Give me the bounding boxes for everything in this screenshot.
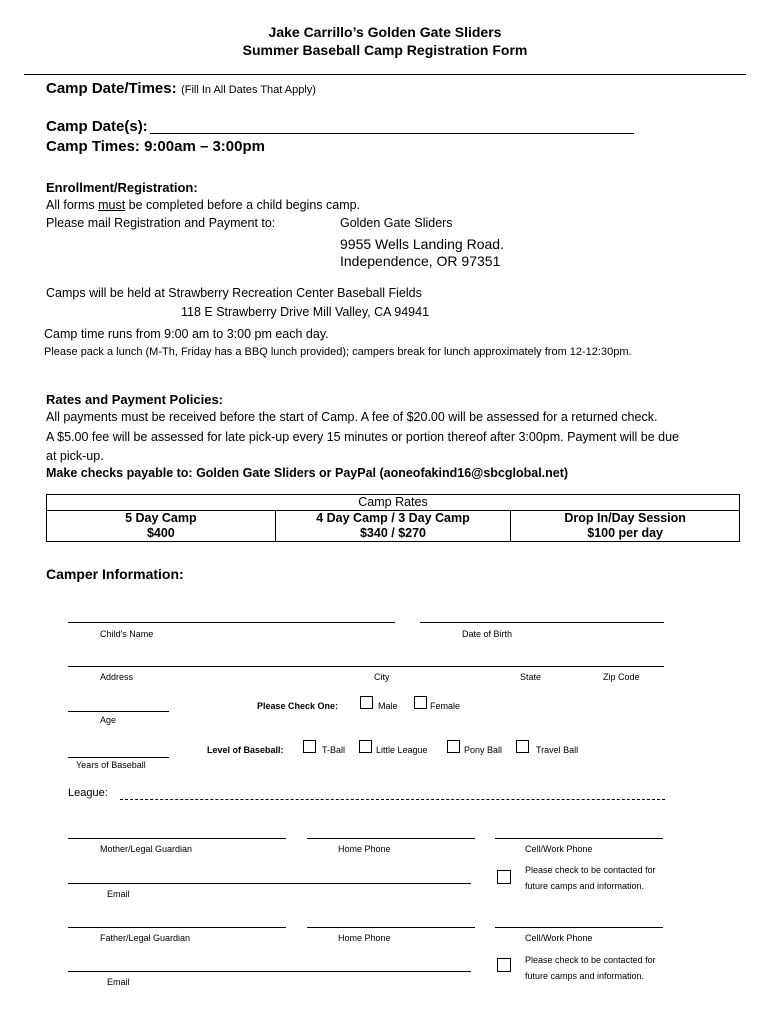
form-subtitle: Summer Baseball Camp Registration Form bbox=[242, 42, 528, 58]
rate-name: Drop In/Day Session bbox=[564, 511, 686, 525]
rates-policy-2-cont: at pick-up. bbox=[46, 449, 104, 463]
mother-name-field[interactable] bbox=[68, 838, 286, 839]
dob-label: Date of Birth bbox=[462, 629, 513, 639]
little-league-label: Little League bbox=[376, 745, 428, 755]
father-label: Father/Legal Guardian bbox=[100, 933, 191, 943]
camp-datetime-label: Camp Date/Times: bbox=[46, 80, 177, 97]
camper-info-heading: Camper Information: bbox=[46, 566, 184, 582]
rate-price: $400 bbox=[146, 526, 175, 540]
childs-name-field[interactable] bbox=[68, 622, 395, 623]
pony-ball-label: Pony Ball bbox=[464, 745, 503, 755]
lunch-note: Please pack a lunch (M-Th, Friday has a BBQ lunch provided); campers break for lunch approximately from 12-12:30pm. bbox=[44, 346, 632, 358]
camp-time-runs: Camp time runs from 9:00 am to 3:00 pm each day. bbox=[44, 327, 329, 341]
father-contact-line1: Please check to be contacted for bbox=[525, 955, 656, 965]
mother-home-phone-label: Home Phone bbox=[338, 844, 391, 854]
rate-price: $100 per day bbox=[587, 526, 664, 540]
rate-cell-4day bbox=[275, 511, 511, 542]
mother-contact-line2: future camps and information. bbox=[525, 881, 645, 891]
forms-note-pre: All forms bbox=[46, 198, 99, 212]
mother-contact-line1: Please check to be contacted for bbox=[525, 865, 656, 875]
travel-ball-checkbox[interactable] bbox=[516, 740, 529, 753]
mother-home-phone-field[interactable] bbox=[307, 838, 475, 839]
father-home-phone-label: Home Phone bbox=[338, 933, 391, 943]
mother-email-label: Email bbox=[107, 889, 130, 899]
father-home-phone-field[interactable] bbox=[307, 927, 475, 928]
female-checkbox[interactable] bbox=[414, 696, 427, 709]
father-contact-line2: future camps and information. bbox=[525, 971, 645, 981]
age-label: Age bbox=[100, 715, 117, 725]
league-field[interactable] bbox=[120, 799, 665, 800]
camp-rates-table bbox=[46, 494, 740, 542]
years-field[interactable] bbox=[68, 757, 169, 758]
camp-location: Camps will be held at Strawberry Recreation Center Baseball Fields bbox=[46, 286, 422, 300]
little-league-checkbox[interactable] bbox=[359, 740, 372, 753]
female-label: Female bbox=[430, 701, 461, 711]
tball-label: T-Ball bbox=[322, 745, 346, 755]
age-field[interactable] bbox=[68, 711, 169, 712]
form-title: Jake Carrillo’s Golden Gate Sliders bbox=[268, 24, 502, 40]
mother-cell-phone-field[interactable] bbox=[495, 838, 663, 839]
male-checkbox[interactable] bbox=[360, 696, 373, 709]
camp-dates-field[interactable] bbox=[150, 133, 634, 134]
mail-name: Golden Gate Sliders bbox=[340, 216, 453, 230]
address-label: Address bbox=[100, 672, 134, 682]
checks-payable: Make checks payable to: Golden Gate Sliders or PayPal (aoneofakind16@sbcglobal.net) bbox=[46, 466, 569, 480]
camp-times: Camp Times: 9:00am – 3:00pm bbox=[46, 138, 265, 155]
rates-policy-2: A $5.00 fee will be assessed for late pick-up every 15 minutes or portion thereof after 3:00pm. Payment will be due bbox=[46, 430, 679, 444]
camp-datetime-note: (Fill In All Dates That Apply) bbox=[181, 84, 316, 96]
childs-name-label: Child's Name bbox=[100, 629, 154, 639]
zip-label: Zip Code bbox=[603, 672, 640, 682]
rate-cell-dropin bbox=[511, 511, 740, 542]
camp-location-address: 118 E Strawberry Drive Mill Valley, CA 94941 bbox=[181, 305, 430, 319]
rates-table-title: Camp Rates bbox=[47, 495, 740, 511]
rates-table-title-row bbox=[47, 495, 740, 511]
address-field[interactable] bbox=[68, 666, 664, 667]
father-cell-phone-field[interactable] bbox=[495, 927, 663, 928]
dob-field[interactable] bbox=[420, 622, 664, 623]
enrollment-heading: Enrollment/Registration: bbox=[46, 180, 198, 195]
camp-dates-label: Camp Date(s): bbox=[46, 118, 148, 135]
years-label: Years of Baseball bbox=[76, 760, 146, 770]
check-one-label: Please Check One: bbox=[257, 701, 339, 711]
mail-label: Please mail Registration and Payment to: bbox=[46, 216, 276, 230]
pony-ball-checkbox[interactable] bbox=[447, 740, 460, 753]
mother-contact-checkbox[interactable] bbox=[497, 870, 511, 884]
tball-checkbox[interactable] bbox=[303, 740, 316, 753]
father-email-label: Email bbox=[107, 977, 130, 987]
rates-heading: Rates and Payment Policies: bbox=[46, 392, 224, 407]
mother-email-field[interactable] bbox=[68, 883, 471, 884]
state-label: State bbox=[520, 672, 542, 682]
forms-note-post: be completed before a child begins camp. bbox=[125, 198, 361, 212]
rate-name: 5 Day Camp bbox=[125, 511, 197, 525]
header-divider bbox=[24, 74, 746, 75]
rate-price: $340 / $270 bbox=[359, 526, 427, 540]
mail-city: Independence, OR 97351 bbox=[340, 253, 501, 269]
rates-table-row bbox=[47, 511, 740, 542]
rate-cell-5day bbox=[47, 511, 276, 542]
forms-note-must: must bbox=[98, 198, 126, 212]
father-email-field[interactable] bbox=[68, 971, 471, 972]
father-contact-checkbox[interactable] bbox=[497, 958, 511, 972]
rates-policy-1: All payments must be received before the start of Camp. A fee of $20.00 will be assessed for a returned check. bbox=[46, 410, 658, 424]
mother-label: Mother/Legal Guardian bbox=[100, 844, 193, 854]
mother-cell-phone-label: Cell/Work Phone bbox=[525, 844, 593, 854]
father-name-field[interactable] bbox=[68, 927, 286, 928]
enrollment-forms-note bbox=[46, 198, 360, 212]
male-label: Male bbox=[378, 701, 398, 711]
mail-street: 9955 Wells Landing Road. bbox=[340, 236, 504, 252]
travel-ball-label: Travel Ball bbox=[536, 745, 579, 755]
city-label: City bbox=[374, 672, 390, 682]
camp-datetime-heading bbox=[46, 80, 316, 98]
rate-name: 4 Day Camp / 3 Day Camp bbox=[316, 511, 470, 525]
level-label: Level of Baseball: bbox=[207, 745, 284, 755]
league-label: League: bbox=[68, 787, 108, 799]
father-cell-phone-label: Cell/Work Phone bbox=[525, 933, 593, 943]
